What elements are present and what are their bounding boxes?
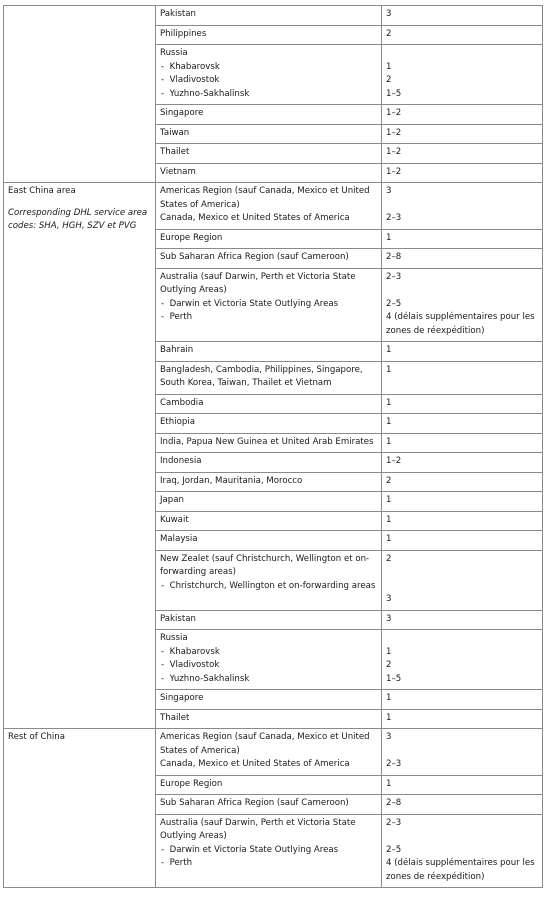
transit-days-value: 1–2 xyxy=(386,147,402,157)
destination-cell xyxy=(156,795,382,815)
transit-days-cell xyxy=(382,268,543,342)
transit-days-cell xyxy=(382,394,543,414)
transit-days-value: 2 xyxy=(386,475,392,486)
destination-cell xyxy=(156,775,382,795)
transit-days-cell xyxy=(382,124,543,144)
origin-area-name: Rest of China xyxy=(8,732,66,742)
transit-days-cell xyxy=(382,630,543,690)
transit-days-cell xyxy=(382,361,543,394)
transit-days-cell xyxy=(382,6,543,26)
destination-cell xyxy=(156,414,382,434)
transit-days-cell xyxy=(382,472,543,492)
destination-cell xyxy=(156,709,382,729)
destination-name: Australia (sauf Darwin, Perth et Victoria State Outlying Areas) xyxy=(160,817,356,841)
transit-days-value: 3 xyxy=(386,9,392,19)
destination-name: Sub Saharan Africa Region (sauf Cameroon) xyxy=(160,252,349,262)
origin-area-cell xyxy=(4,729,156,888)
destination-cell xyxy=(156,163,382,183)
destination-name: Russia xyxy=(160,633,188,643)
destination-cell xyxy=(156,6,382,26)
transit-days-value: 1–5 xyxy=(386,673,402,684)
transit-days-cell xyxy=(382,531,543,551)
destination-cell xyxy=(156,249,382,269)
destination-sub-item: - Yuzhno-Sakhalinsk xyxy=(160,88,378,102)
transit-days-cell xyxy=(382,610,543,630)
destination-sub-item: - Christchurch, Wellington et on-forwarding areas xyxy=(160,580,378,594)
destination-cell xyxy=(156,610,382,630)
transit-days-value: 1 xyxy=(386,364,392,375)
destination-cell xyxy=(156,105,382,125)
destination-sub-item: - Perth xyxy=(160,311,378,325)
destination-cell xyxy=(156,45,382,105)
transit-days-spacer xyxy=(386,47,539,61)
destination-name: Singapore xyxy=(160,693,204,703)
transit-days-value: 2 xyxy=(386,75,392,85)
transit-days-value: 2–3 xyxy=(386,817,402,828)
destination-name: India, Papua New Guinea et United Arab Emirates xyxy=(160,436,374,447)
transit-days-value: 2–5 xyxy=(386,298,402,309)
transit-days-value: 2–3 xyxy=(386,213,402,223)
transit-days-value: 1 xyxy=(386,436,392,447)
transit-days-spacer xyxy=(386,199,539,213)
destination-cell xyxy=(156,433,382,453)
transit-days-cell xyxy=(382,492,543,512)
transit-days-spacer xyxy=(386,632,539,646)
transit-days-cell xyxy=(382,690,543,710)
destination-name: Philippines xyxy=(160,28,207,39)
transit-days-value: 2–5 xyxy=(386,844,402,855)
transit-days-spacer xyxy=(386,745,539,759)
transit-days-spacer xyxy=(386,284,539,298)
destination-cell xyxy=(156,729,382,776)
destination-sub-item: - Perth xyxy=(160,857,378,871)
transit-days-cell xyxy=(382,511,543,531)
destination-sub-item: - Khabarovsk xyxy=(160,61,378,75)
transit-days-cell xyxy=(382,105,543,125)
destination-name: Kuwait xyxy=(160,514,189,525)
transit-days-value: 2–8 xyxy=(386,252,402,262)
destination-cell xyxy=(156,814,382,888)
transit-days-spacer xyxy=(386,566,539,580)
transit-days-spacer xyxy=(386,580,539,594)
transit-days-value: 2–8 xyxy=(386,798,402,808)
destination-cell xyxy=(156,342,382,362)
transit-days-value: 1 xyxy=(386,495,392,505)
transit-days-cell xyxy=(382,163,543,183)
destination-cell xyxy=(156,492,382,512)
destination-name: Ethiopia xyxy=(160,417,196,427)
destination-sub-item: - Darwin et Victoria State Outlying Areas xyxy=(160,844,378,858)
destination-cell xyxy=(156,690,382,710)
table-row xyxy=(4,6,543,26)
destination-name: Vietnam xyxy=(160,166,196,177)
origin-area-name: East China area xyxy=(8,186,76,196)
transit-days-value: 3 xyxy=(386,613,392,624)
transit-days-cell xyxy=(382,775,543,795)
transit-days-cell xyxy=(382,249,543,269)
transit-days-cell xyxy=(382,45,543,105)
destination-name: Japan xyxy=(160,495,184,505)
destination-name: New Zealet (sauf Christchurch, Wellington et on-forwarding areas) xyxy=(160,553,370,577)
transit-days-value: 1–5 xyxy=(386,88,402,99)
transit-days-cell xyxy=(382,183,543,230)
destination-cell xyxy=(156,630,382,690)
destination-name: Sub Saharan Africa Region (sauf Cameroon) xyxy=(160,798,349,808)
destination-name: Canada, Mexico et United States of America xyxy=(160,213,350,223)
transit-days-cell xyxy=(382,414,543,434)
transit-days-value: 1–2 xyxy=(386,456,402,466)
destination-sub-item: - Yuzhno-Sakhalinsk xyxy=(160,673,378,687)
destination-name: Europe Region xyxy=(160,778,223,789)
destination-cell xyxy=(156,144,382,164)
transit-days-value: 2–3 xyxy=(386,759,402,769)
destination-cell xyxy=(156,183,382,230)
destination-name: Europe Region xyxy=(160,232,223,243)
destination-name: Thailet xyxy=(160,147,190,157)
transit-days-value: 1 xyxy=(386,61,392,72)
destination-sub-item: - Khabarovsk xyxy=(160,646,378,660)
destination-sub-item: - Vladivostok xyxy=(160,74,378,88)
transit-days-cell xyxy=(382,550,543,610)
transit-days-cell xyxy=(382,229,543,249)
destination-cell xyxy=(156,268,382,342)
destination-cell xyxy=(156,511,382,531)
transit-days-value: 1 xyxy=(386,534,392,544)
transit-days-cell xyxy=(382,709,543,729)
destination-name: Indonesia xyxy=(160,456,202,466)
transit-days-value: 1 xyxy=(386,514,392,525)
table-row xyxy=(4,729,543,776)
destination-name: Malaysia xyxy=(160,534,198,544)
transit-days-value: 1–2 xyxy=(386,166,402,177)
transit-days-value: 3 xyxy=(386,732,392,742)
destination-name: Pakistan xyxy=(160,9,196,19)
origin-area-cell xyxy=(4,183,156,729)
transit-days-cell xyxy=(382,729,543,776)
transit-days-value: 3 xyxy=(386,186,392,196)
transit-days-value: 1 xyxy=(386,397,392,408)
destination-sub-item: - Vladivostok xyxy=(160,659,378,673)
destination-name: Bangladesh, Cambodia, Philippines, Singapore, South Korea, Taiwan, Thailet et Vietnam xyxy=(160,364,363,388)
transit-days-cell xyxy=(382,144,543,164)
transit-days-value: 2 xyxy=(386,28,392,39)
destination-sub-item: - Darwin et Victoria State Outlying Areas xyxy=(160,298,378,312)
origin-area-cell xyxy=(4,6,156,183)
destination-name: Canada, Mexico et United States of America xyxy=(160,759,350,769)
transit-days-value: 2–3 xyxy=(386,271,402,282)
transit-days-cell xyxy=(382,795,543,815)
transit-days-cell xyxy=(382,342,543,362)
destination-cell xyxy=(156,361,382,394)
transit-days-cell xyxy=(382,453,543,473)
table-body xyxy=(4,6,543,888)
transit-days-cell xyxy=(382,433,543,453)
destination-name: Americas Region (sauf Canada, Mexico et United States of America) xyxy=(160,732,370,756)
transit-days-value: 1 xyxy=(386,693,392,703)
table-row xyxy=(4,183,543,230)
transit-days-cell xyxy=(382,25,543,45)
transit-days-value: 1–2 xyxy=(386,108,402,118)
destination-cell xyxy=(156,25,382,45)
destination-name: Thailet xyxy=(160,712,190,723)
transit-days-value: 1 xyxy=(386,232,392,243)
destination-name: Russia xyxy=(160,48,188,58)
destination-name: Singapore xyxy=(160,108,204,118)
transit-days-value: 1 xyxy=(386,778,392,789)
transit-days-value: 1 xyxy=(386,417,392,427)
destination-name: Pakistan xyxy=(160,613,196,624)
service-area-codes-note: Corresponding DHL service area codes: SHA, HGH, SZV et PVG xyxy=(8,207,148,231)
transit-days-value: 2 xyxy=(386,553,392,564)
transit-days-value: 4 (délais supplémentaires pour les zones de réexpédition) xyxy=(386,858,535,882)
delivery-times-table-wrapper xyxy=(3,5,542,888)
transit-days-value: 1 xyxy=(386,646,392,657)
destination-cell xyxy=(156,472,382,492)
destination-cell xyxy=(156,394,382,414)
destination-cell xyxy=(156,453,382,473)
transit-days-value: 3 xyxy=(386,594,392,604)
delivery-times-table xyxy=(3,5,543,888)
destination-cell xyxy=(156,531,382,551)
destination-name: Australia (sauf Darwin, Perth et Victoria State Outlying Areas) xyxy=(160,271,356,295)
destination-name: Bahrain xyxy=(160,345,194,355)
destination-name: Americas Region (sauf Canada, Mexico et United States of America) xyxy=(160,186,370,210)
transit-days-value: 1 xyxy=(386,712,392,723)
transit-days-cell xyxy=(382,814,543,888)
destination-cell xyxy=(156,124,382,144)
destination-cell xyxy=(156,229,382,249)
transit-days-value: 1–2 xyxy=(386,127,402,138)
destination-name: Cambodia xyxy=(160,397,204,408)
transit-days-value: 4 (délais supplémentaires pour les zones de réexpédition) xyxy=(386,312,535,336)
transit-days-value: 1 xyxy=(386,345,392,355)
destination-name: Taiwan xyxy=(160,127,190,138)
transit-days-spacer xyxy=(386,830,539,844)
transit-days-value: 2 xyxy=(386,660,392,670)
destination-cell xyxy=(156,550,382,610)
destination-name: Iraq, Jordan, Mauritania, Morocco xyxy=(160,475,303,486)
